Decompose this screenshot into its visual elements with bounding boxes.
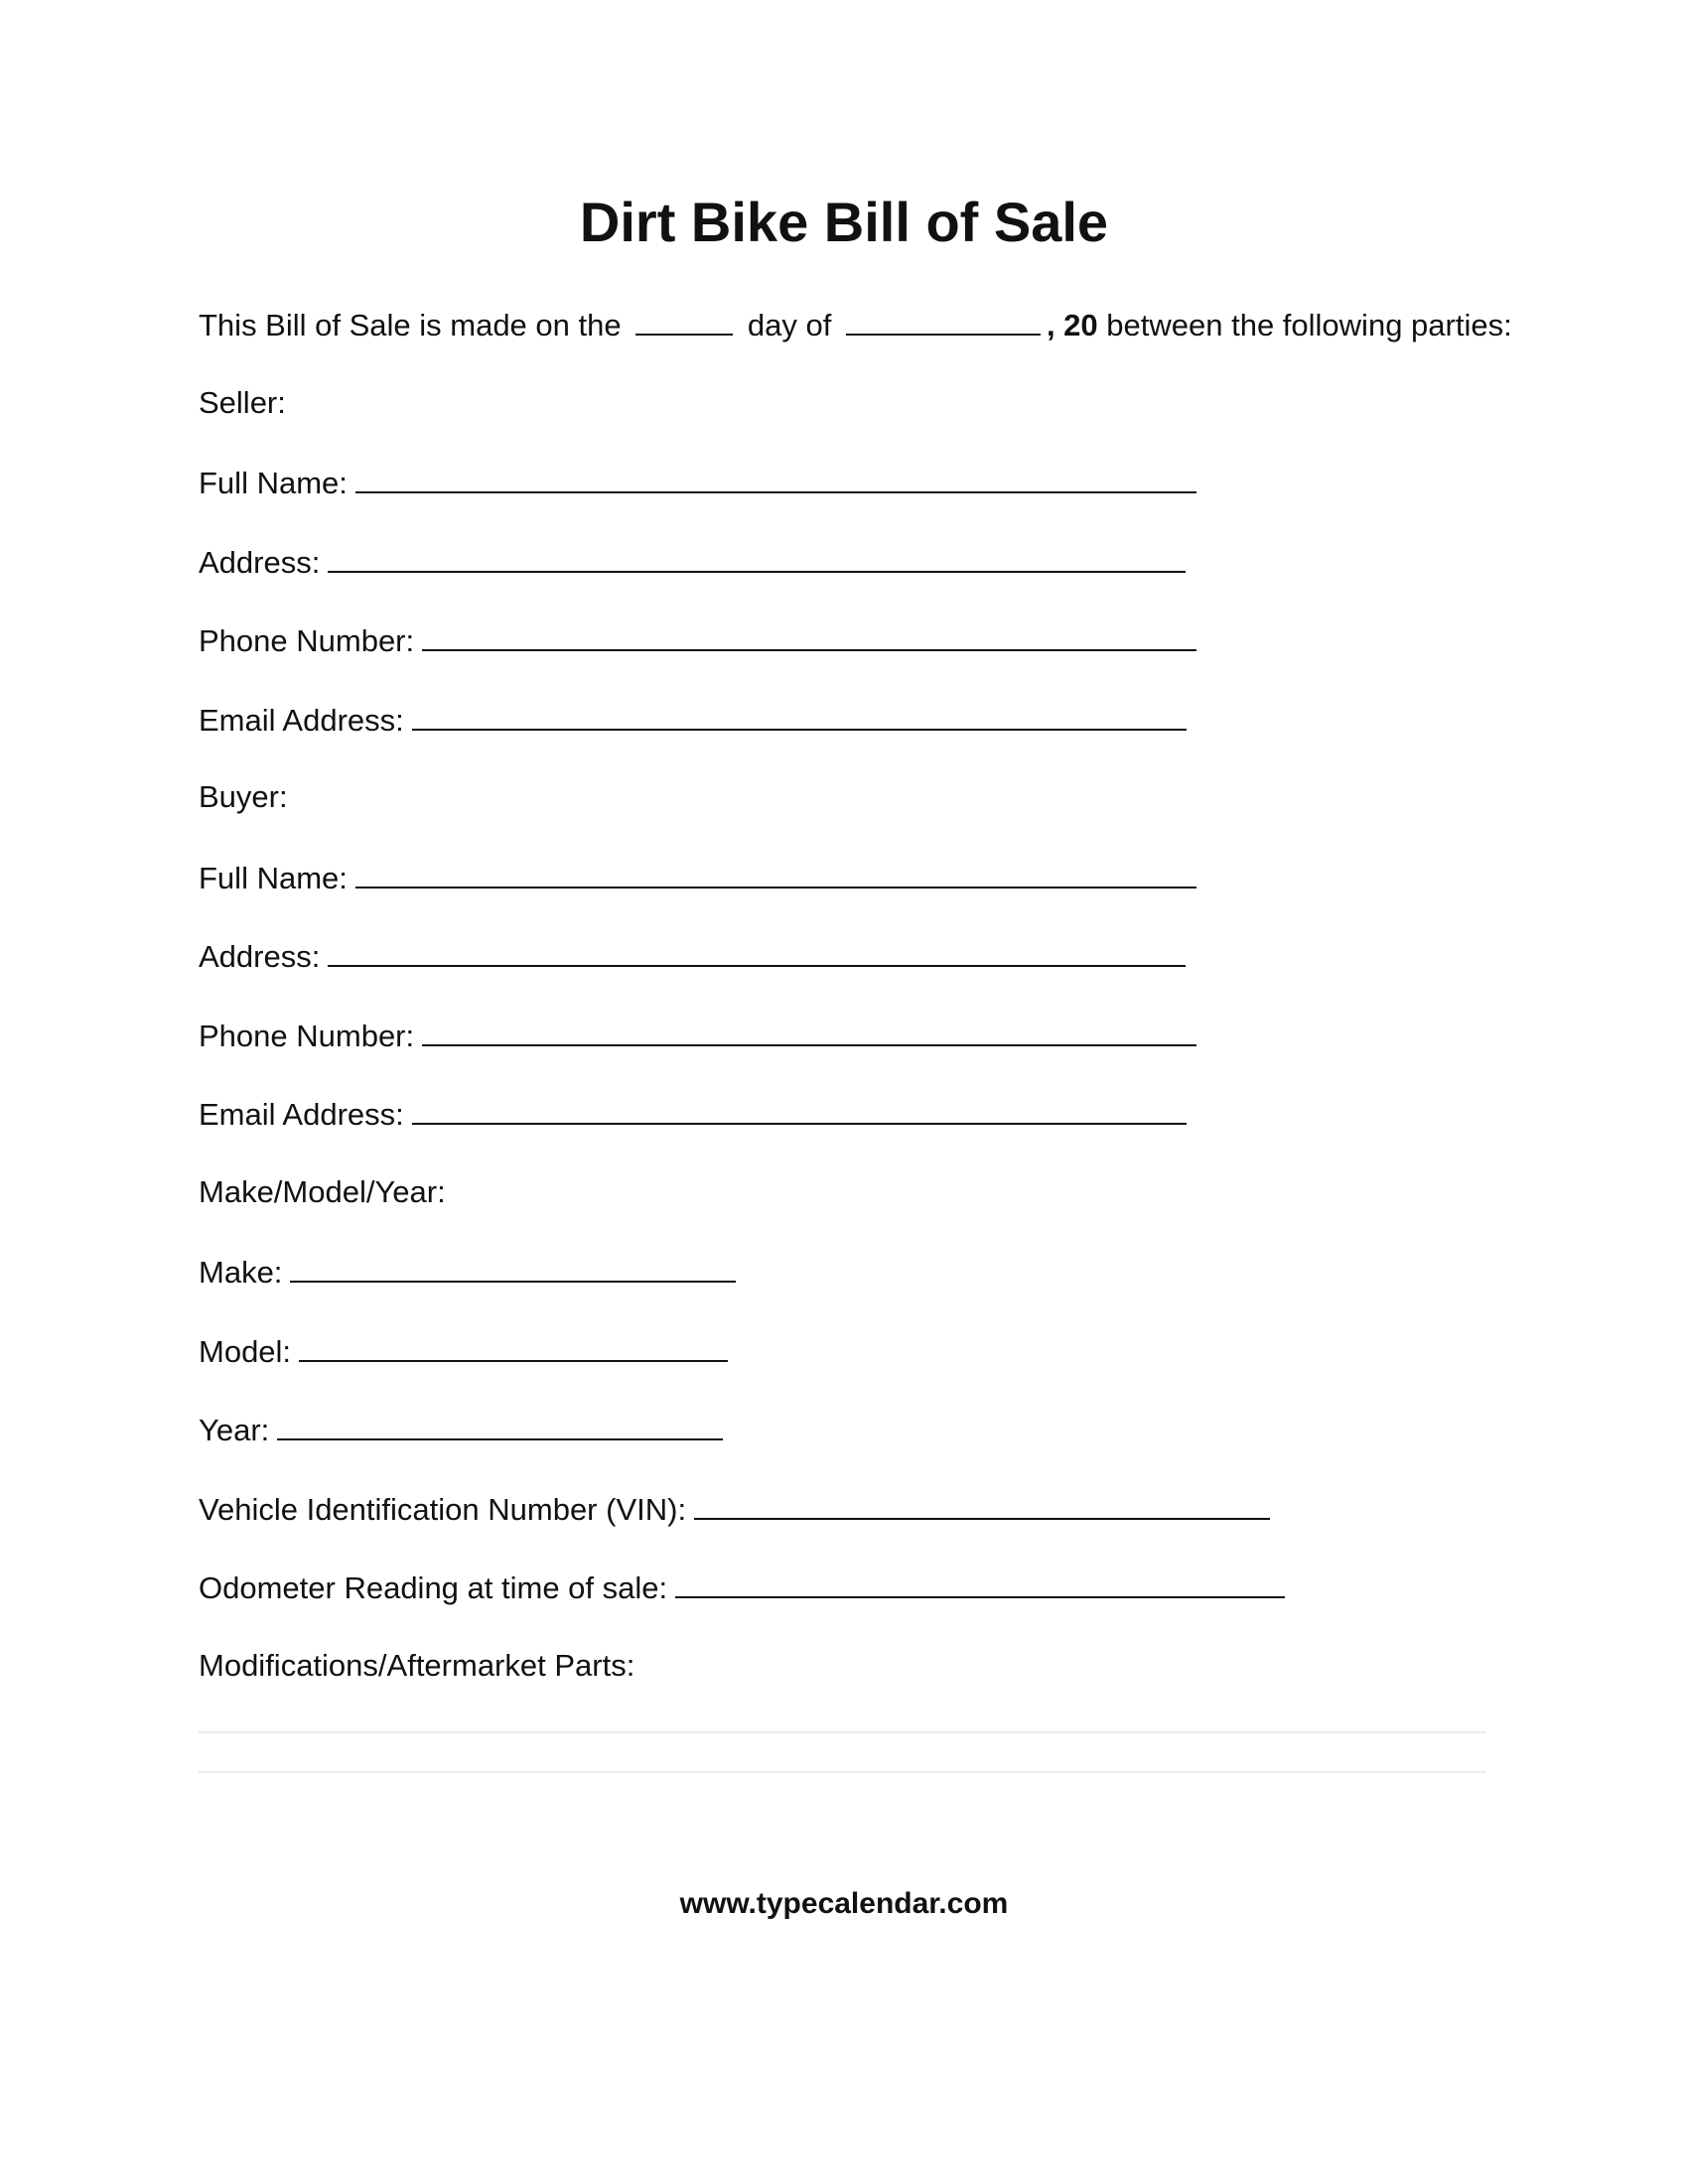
odometer-row (199, 1567, 1285, 1608)
buyer-heading: Buyer: (199, 779, 288, 814)
seller-phone-label: Phone Number: (199, 623, 415, 658)
day-blank[interactable] (635, 304, 733, 336)
buyer-phone-row (199, 1015, 1196, 1056)
buyer-address-row (199, 935, 1186, 977)
year-row (199, 1409, 723, 1450)
odometer-field[interactable] (675, 1567, 1285, 1598)
buyer-full-name-field[interactable] (355, 857, 1196, 888)
buyer-address-field[interactable] (328, 935, 1186, 967)
year-field[interactable] (277, 1409, 723, 1440)
model-row (199, 1330, 728, 1372)
buyer-email-row (199, 1093, 1187, 1135)
seller-heading: Seller: (199, 385, 286, 420)
buyer-full-name-label: Full Name: (199, 861, 348, 895)
vehicle-heading: Make/Model/Year: (199, 1174, 446, 1209)
seller-full-name-row (199, 462, 1196, 503)
model-field[interactable] (299, 1330, 728, 1362)
make-label: Make: (199, 1255, 283, 1290)
intro-text-2: day of (747, 308, 832, 342)
modifications-line-2[interactable] (199, 1771, 1486, 1773)
modifications-row (199, 1646, 634, 1686)
make-field[interactable] (290, 1251, 736, 1283)
footer-website: www.typecalendar.com (679, 1887, 1009, 1920)
buyer-phone-label: Phone Number: (199, 1019, 415, 1053)
buyer-full-name-row (199, 857, 1196, 898)
vin-label: Vehicle Identification Number (VIN): (199, 1492, 687, 1527)
buyer-address-label: Address: (199, 939, 321, 974)
make-row (199, 1251, 736, 1293)
seller-phone-row (199, 619, 1196, 661)
document-title: Dirt Bike Bill of Sale (579, 191, 1109, 253)
buyer-email-field[interactable] (412, 1093, 1187, 1125)
buyer-email-label: Email Address: (199, 1097, 404, 1132)
month-blank[interactable] (846, 304, 1041, 336)
seller-email-field[interactable] (412, 699, 1187, 731)
modifications-line-1[interactable] (199, 1731, 1486, 1733)
year-label: Year: (199, 1413, 270, 1447)
vin-row (199, 1488, 1270, 1530)
year-prefix: , 20 (1046, 308, 1098, 342)
seller-address-field[interactable] (328, 541, 1186, 573)
vin-field[interactable] (694, 1488, 1270, 1520)
seller-address-label: Address: (199, 545, 321, 580)
seller-email-label: Email Address: (199, 703, 404, 738)
seller-phone-field[interactable] (422, 619, 1196, 651)
seller-full-name-field[interactable] (355, 462, 1196, 493)
seller-full-name-label: Full Name: (199, 466, 348, 500)
model-label: Model: (199, 1334, 292, 1369)
buyer-phone-field[interactable] (422, 1015, 1196, 1046)
odometer-label: Odometer Reading at time of sale: (199, 1570, 668, 1605)
seller-address-row (199, 541, 1186, 583)
intro-text-1: This Bill of Sale is made on the (199, 308, 622, 342)
modifications-label: Modifications/Aftermarket Parts: (199, 1648, 635, 1683)
intro-text-3: between the following parties: (1106, 308, 1512, 342)
intro-line (199, 304, 1512, 345)
seller-email-row (199, 699, 1187, 741)
